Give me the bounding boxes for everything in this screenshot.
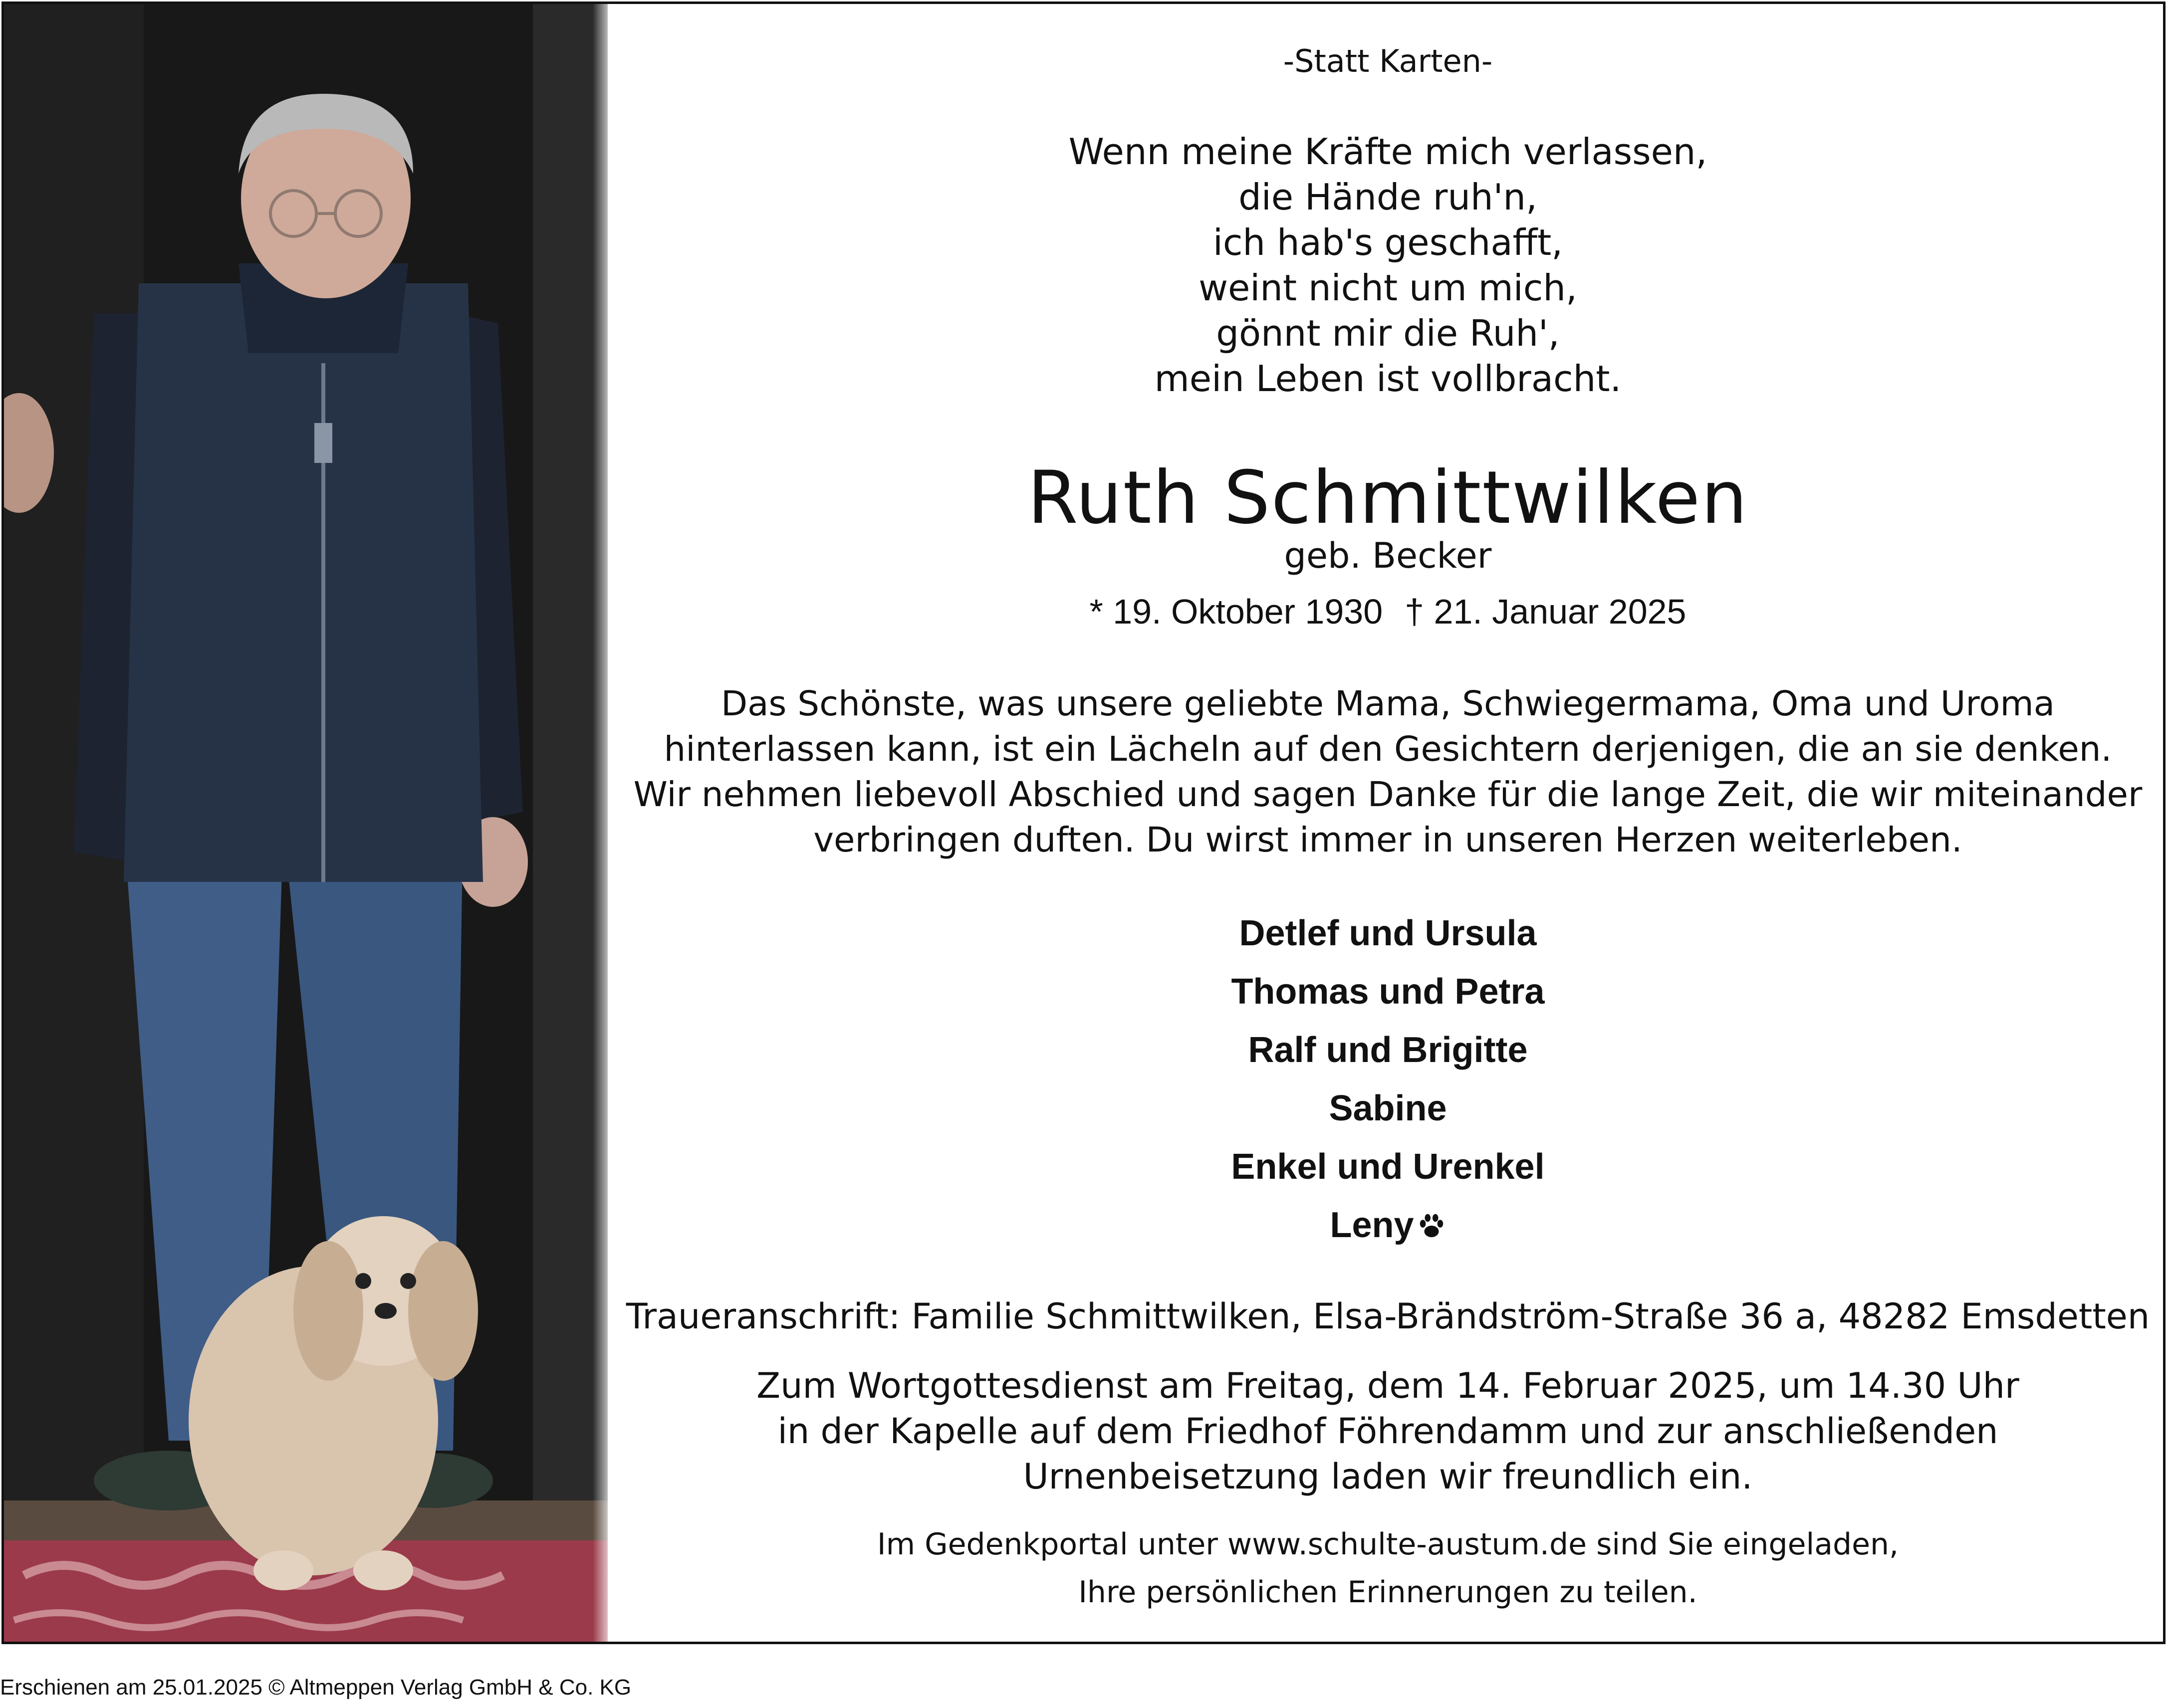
family-member: Ralf und Brigitte: [1248, 1030, 1528, 1070]
statt-karten: -Statt Karten-: [1283, 43, 1493, 79]
poem-line: ich hab's geschafft,: [1212, 221, 1563, 263]
poem-line: gönnt mir die Ruh',: [1216, 312, 1560, 354]
obituary-frame: [1, 1, 2166, 1644]
service-line: in der Kapelle auf dem Friedhof Föhrendamm und zur anschließenden: [777, 1411, 1998, 1452]
family-member: Detlef und Ursula: [1239, 913, 1537, 953]
publication-footer: Erschienen am 25.01.2025 © Altmeppen Verlag GmbH & Co. KG: [0, 1675, 632, 1700]
service-line: Urnenbeisetzung laden wir freundlich ein.: [1023, 1456, 1753, 1497]
deceased-name: Ruth Schmittwilken: [1027, 455, 1748, 540]
message-line: Das Schönste, was unsere geliebte Mama, Schwiegermama, Oma und Uroma: [721, 684, 2055, 724]
poem-line: Wenn meine Kräfte mich verlassen,: [1068, 131, 1707, 173]
family-member: Enkel und Urenkel: [1231, 1147, 1545, 1187]
service-line: Zum Wortgottesdienst am Freitag, dem 14. Februar 2025, um 14.30 Uhr: [756, 1365, 2019, 1406]
poem-line: weint nicht um mich,: [1199, 267, 1577, 309]
portal-line: Ihre persönlichen Erinnerungen zu teilen.: [1078, 1575, 1697, 1610]
mourning-address: Traueranschrift: Familie Schmittwilken, Elsa-Brändström-Straße 36 a, 48282 Emsdetten: [626, 1296, 2150, 1337]
family-member: Thomas und Petra: [1231, 972, 1545, 1012]
maiden-name: geb. Becker: [1284, 535, 1492, 576]
life-dates: [610, 592, 2166, 632]
paw-icon: [1417, 1211, 1446, 1240]
poem-line: die Hände ruh'n,: [1238, 176, 1537, 218]
birth-date: * 19. Oktober 1930: [1089, 592, 1383, 631]
obituary-text: [610, 4, 2166, 1642]
death-date: † 21. Januar 2025: [1405, 592, 1687, 631]
poem-line: mein Leben ist vollbracht.: [1154, 358, 1622, 400]
family-member-pet: [610, 1205, 2166, 1246]
portrait-illustration: [4, 4, 608, 1642]
message-line: verbringen duften. Du wirst immer in unseren Herzen weiterleben.: [813, 820, 1962, 860]
message-line: Wir nehmen liebevoll Abschied und sagen Danke für die lange Zeit, die wir miteinander: [633, 775, 2143, 815]
photo-fade-edge: [593, 4, 608, 1642]
pet-name: Leny: [1330, 1205, 1414, 1245]
portal-line: Im Gedenkportal unter www.schulte-austum.de sind Sie eingeladen,: [877, 1527, 1899, 1562]
family-member: Sabine: [1329, 1088, 1447, 1128]
portrait-photo: [4, 4, 608, 1642]
message-line: hinterlassen kann, ist ein Lächeln auf den Gesichtern derjenigen, die an sie denken.: [664, 729, 2112, 769]
